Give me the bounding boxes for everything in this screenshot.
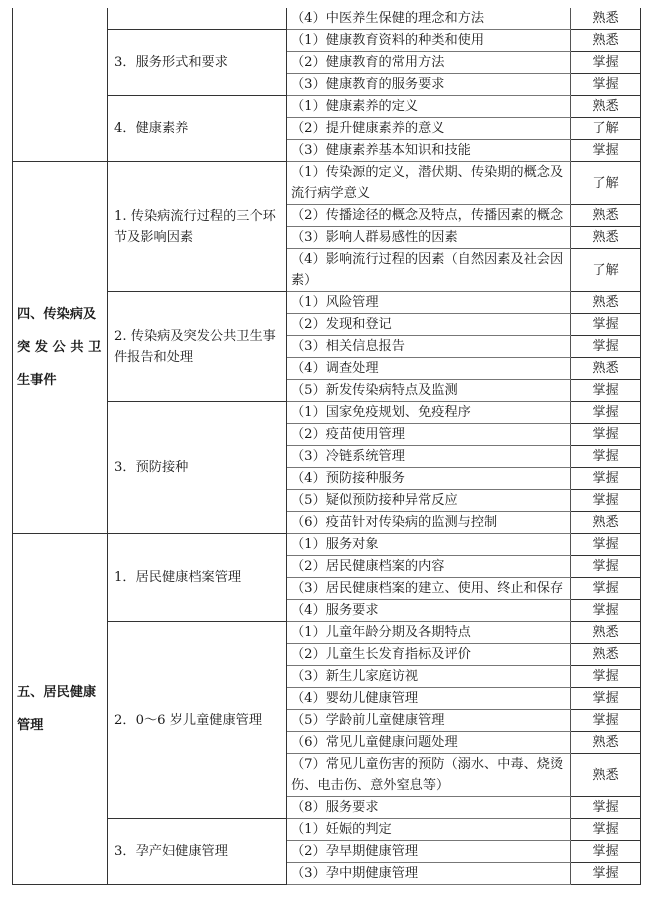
content-cell: （6）常见儿童健康问题处理 bbox=[287, 732, 571, 754]
level-cell: 掌握 bbox=[571, 797, 641, 819]
table-row bbox=[13, 534, 641, 556]
content-cell: （1）服务对象 bbox=[287, 534, 571, 556]
content-cell: （1）妊娠的判定 bbox=[287, 819, 571, 841]
content-cell: （1）儿童年龄分期及各期特点 bbox=[287, 622, 571, 644]
content-cell: （1）健康素养的定义 bbox=[287, 96, 571, 118]
content-cell: （2）健康教育的常用方法 bbox=[287, 52, 571, 74]
content-cell: （4）服务要求 bbox=[287, 600, 571, 622]
level-cell: 熟悉 bbox=[571, 622, 641, 644]
content-cell: （3）相关信息报告 bbox=[287, 336, 571, 358]
level-cell: 掌握 bbox=[571, 600, 641, 622]
table-row bbox=[13, 292, 641, 314]
content-cell: （8）服务要求 bbox=[287, 797, 571, 819]
level-cell: 熟悉 bbox=[571, 732, 641, 754]
unit-cell: 3．服务形式和要求 bbox=[108, 30, 287, 96]
level-cell: 掌握 bbox=[571, 534, 641, 556]
level-cell: 掌握 bbox=[571, 490, 641, 512]
content-cell: （7）常见儿童伤害的预防（溺水、中毒、烧烫伤、电击伤、意外窒息等） bbox=[287, 754, 571, 797]
content-cell: （4）婴幼儿健康管理 bbox=[287, 688, 571, 710]
content-cell: （3）影响人群易感性的因素 bbox=[287, 227, 571, 249]
content-cell: （2）孕早期健康管理 bbox=[287, 841, 571, 863]
unit-cell bbox=[108, 8, 287, 30]
unit-cell: 2．0～6 岁儿童健康管理 bbox=[108, 622, 287, 819]
content-cell: （2）提升健康素养的意义 bbox=[287, 118, 571, 140]
content-cell: （6）疫苗针对传染病的监测与控制 bbox=[287, 512, 571, 534]
level-cell: 熟悉 bbox=[571, 8, 641, 30]
table-row bbox=[13, 402, 641, 424]
section-title-line: 五、居民健康 bbox=[17, 685, 97, 700]
content-cell: （4）中医养生保健的理念和方法 bbox=[287, 8, 571, 30]
unit-cell: 3．预防接种 bbox=[108, 402, 287, 534]
level-cell: 掌握 bbox=[571, 424, 641, 446]
level-cell: 掌握 bbox=[571, 336, 641, 358]
level-cell: 熟悉 bbox=[571, 512, 641, 534]
level-cell: 掌握 bbox=[571, 710, 641, 732]
level-cell: 掌握 bbox=[571, 140, 641, 162]
content-cell: （1）传染源的定义，潜伏期、传染期的概念及流行病学意义 bbox=[287, 162, 571, 205]
content-cell: （4）调查处理 bbox=[287, 358, 571, 380]
level-cell: 了解 bbox=[571, 162, 641, 205]
section-title-line: 突 发 公 共 卫 bbox=[17, 340, 102, 355]
table-row bbox=[13, 819, 641, 841]
content-cell: （3）新生儿家庭访视 bbox=[287, 666, 571, 688]
table-row bbox=[13, 30, 641, 52]
level-cell: 掌握 bbox=[571, 578, 641, 600]
content-cell: （2）儿童生长发育指标及评价 bbox=[287, 644, 571, 666]
content-cell: （4）预防接种服务 bbox=[287, 468, 571, 490]
level-cell: 熟悉 bbox=[571, 644, 641, 666]
level-cell: 熟悉 bbox=[571, 205, 641, 227]
level-cell: 熟悉 bbox=[571, 227, 641, 249]
level-cell: 了解 bbox=[571, 249, 641, 292]
unit-cell: 2. 传染病及突发公共卫生事件报告和处理 bbox=[108, 292, 287, 402]
content-cell: （1）风险管理 bbox=[287, 292, 571, 314]
level-cell: 熟悉 bbox=[571, 292, 641, 314]
level-cell: 掌握 bbox=[571, 688, 641, 710]
content-cell: （5）新发传染病特点及监测 bbox=[287, 380, 571, 402]
content-cell: （2）居民健康档案的内容 bbox=[287, 556, 571, 578]
content-cell: （3）居民健康档案的建立、使用、终止和保存 bbox=[287, 578, 571, 600]
section-title-cell bbox=[13, 162, 108, 534]
content-cell: （2）传播途径的概念及特点，传播因素的概念 bbox=[287, 205, 571, 227]
table-row bbox=[13, 162, 641, 205]
level-cell: 掌握 bbox=[571, 841, 641, 863]
level-cell: 掌握 bbox=[571, 52, 641, 74]
content-cell: （3）健康素养基本知识和技能 bbox=[287, 140, 571, 162]
table-row bbox=[13, 622, 641, 644]
level-cell: 了解 bbox=[571, 118, 641, 140]
syllabus-document bbox=[12, 8, 640, 885]
unit-cell: 4．健康素养 bbox=[108, 96, 287, 162]
unit-cell: 3．孕产妇健康管理 bbox=[108, 819, 287, 885]
content-cell: （3）孕中期健康管理 bbox=[287, 863, 571, 885]
level-cell: 掌握 bbox=[571, 863, 641, 885]
content-cell: （5）疑似预防接种异常反应 bbox=[287, 490, 571, 512]
level-cell: 熟悉 bbox=[571, 96, 641, 118]
level-cell: 掌握 bbox=[571, 556, 641, 578]
level-cell: 掌握 bbox=[571, 380, 641, 402]
content-cell: （2）疫苗使用管理 bbox=[287, 424, 571, 446]
level-cell: 掌握 bbox=[571, 666, 641, 688]
table-row bbox=[13, 8, 641, 30]
section-title-line: 四、传染病及 bbox=[17, 307, 97, 322]
unit-cell: 1．居民健康档案管理 bbox=[108, 534, 287, 622]
content-cell: （1）国家免疫规划、免疫程序 bbox=[287, 402, 571, 424]
table-row bbox=[13, 96, 641, 118]
level-cell: 掌握 bbox=[571, 819, 641, 841]
content-cell: （5）学龄前儿童健康管理 bbox=[287, 710, 571, 732]
level-cell: 掌握 bbox=[571, 402, 641, 424]
level-cell: 熟悉 bbox=[571, 754, 641, 797]
section-cell bbox=[13, 8, 108, 162]
level-cell: 掌握 bbox=[571, 468, 641, 490]
syllabus-table bbox=[12, 8, 641, 885]
level-cell: 掌握 bbox=[571, 74, 641, 96]
unit-cell: 1. 传染病流行过程的三个环节及影响因素 bbox=[108, 162, 287, 292]
content-cell: （2）发现和登记 bbox=[287, 314, 571, 336]
section-title-line: 管理 bbox=[17, 718, 44, 733]
content-cell: （3）健康教育的服务要求 bbox=[287, 74, 571, 96]
content-cell: （3）冷链系统管理 bbox=[287, 446, 571, 468]
level-cell: 熟悉 bbox=[571, 30, 641, 52]
section-title-cell bbox=[13, 534, 108, 885]
content-cell: （4）影响流行过程的因素（自然因素及社会因素） bbox=[287, 249, 571, 292]
level-cell: 熟悉 bbox=[571, 358, 641, 380]
level-cell: 掌握 bbox=[571, 314, 641, 336]
content-cell: （1）健康教育资料的种类和使用 bbox=[287, 30, 571, 52]
level-cell: 掌握 bbox=[571, 446, 641, 468]
section-title-line: 生事件 bbox=[17, 373, 57, 388]
